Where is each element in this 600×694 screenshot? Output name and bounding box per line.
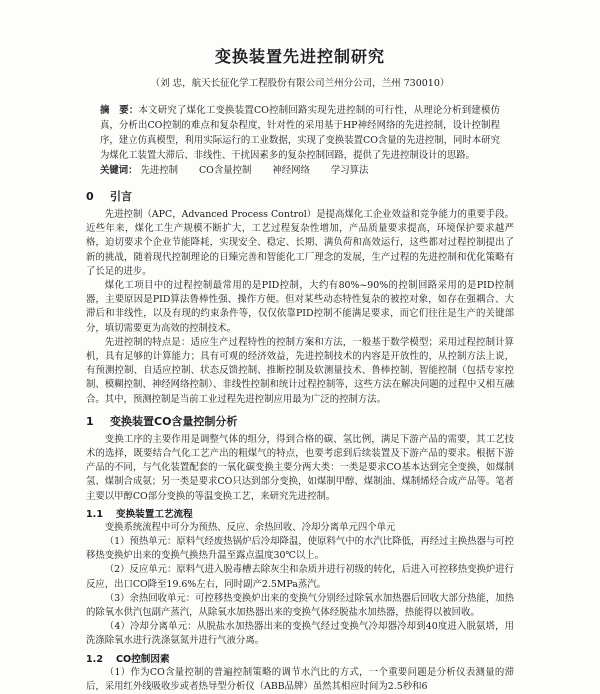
paragraph: （2）反应单元：原料气进入脱毒槽去除灰尘和杂质并进行初级的转化，后进入可控移热变换炉进行反应，出口CO降至19.6%左右，同时副产2.5MPa蒸汽。	[86, 564, 514, 590]
keywords-label: 关键词：	[100, 165, 138, 176]
paragraph: （1）作为CO含量控制的普遍控制策略的调节水汽比的方式，一个重要问题是分析仪表测量的滞后，采用红外线吸收步或者热导型分析仪（ABB品牌）虽然其相应时间为2.5秒和6	[86, 666, 514, 692]
paragraph: 煤化工项目中的过程控制最常用的是PID控制，大约有80%~90%的控制回路采用的是PID控制器，主要原因是PID算法鲁棒性强、操作方便。但对某些动态特性复杂的被控对象，如存在强耦合、大滞后和非线性，以及有现的约束条件等，仅仅依靠PID控制不能满足要求，而它们往往是生产的关键部分，填切需要更为高效的控制技术。	[86, 280, 514, 334]
paper-title: 变换装置先进控制研究	[214, 47, 385, 66]
subsection-heading-1-1: 1.1 变换装置工艺流程	[86, 508, 193, 520]
section-heading-1: 1 变换装置CO含量控制分析	[86, 414, 238, 428]
abstract	[86, 103, 514, 163]
section-heading-intro: 0 引言	[86, 190, 132, 203]
subsection-heading-1-2: 1.2 CO控制因素	[86, 653, 170, 665]
paragraph: 变换系统流程中可分为预热、反应、余热回收、冷却分离单元四个单元	[104, 521, 396, 533]
paragraph: （1）预热单元：原料气经废热锅炉后冷却降温，使原料气中的水汽比降低，再经过主换热器与可控移热变换炉出来的变换气换热升温至露点温度30℃以上。	[86, 536, 514, 562]
paragraph: 先进控制的特点是：适应生产过程特性的控制方案和方法，一般基于数学模型；采用过程控制计算机，具有足够的计算能力；具有可观的经济效益，先进控制技术的内容是开放性的，从控制方法上说，有预测控制、自适应控制、状态反馈控制、推断控制及软测量技术、鲁棒控制、智能控制（包括专家控制、模糊控制、神经网络控制）、非线性控制和统计过程控制等，这些方法在解决问题的过程中又相互融合。其中，预测控制是当前工业过程先进控制应用最为广泛的控制方法。	[86, 336, 514, 405]
keyword: 神经网络	[272, 165, 310, 176]
keyword: 先进控制	[140, 165, 179, 176]
paragraph: 变换工序的主要作用是调整气体的组分，得到合格的碳、氢比例，满足下游产品的需要，其工艺技术的选择，既要结合气化工艺产出的粗煤气的特点，也要考虑到后续装置及下游产品的要求。根据下游产品的不同，与气化装置配套的一氧化碳变换主要分两大类：一类是要求CO基本达到完全变换，如煤制氢、煤制合成氨；另一类是要求CO只达到部分变换，如煤制甲醇、煤制油、煤制烯烃合成产品等。笔者主要以甲醇CO部分变换的等温变换工艺，来研究先进控制。	[86, 433, 514, 502]
author-line: （刘 忠，航天长征化学工程股份有限公司兰州分公司，兰州 730010）	[150, 78, 450, 89]
paragraph: （3）余热回收单元：可控移热变换炉出来的变换气分别经过除氧水加热器后回收大部分热能，加热的除氧水供汽包副产蒸汽，从除氧水加热器出来的变换气体经脱盐水加热器，热能得以被回收。	[86, 592, 514, 619]
abstract-label: 摘 要：	[100, 105, 139, 116]
abstract-text: 本文研究了煤化工变换装置CO控制回路实现先进控制的可行性，从理论分析到建模仿真，分析出CO控制的难点和复杂程度，针对性的采用基于HP神经网络的先进控制，设计控制程序，建立仿真模型，利用实际运行的工业数据，实现了变换装置CO含量的先进控制，同时本研究为煤化工装置大滞后、非线性、干扰因素多的复杂控制回路，提供了先进控制设计的思路。	[100, 105, 500, 161]
paragraph: （4）冷却分离单元：从脱盐水加热器出来的变换气经过变换气冷却器冷却到40度进入脱氨塔，用洗涤除氧水进行洗涤氨氮并进行气液分离。	[86, 621, 514, 647]
keyword: CO含量控制	[199, 165, 252, 176]
keyword: 学习算法	[330, 165, 369, 176]
keywords	[86, 163, 514, 178]
paragraph: 先进控制（APC，Advanced Process Control）是提高煤化工企业效益和竞争能力的重要手段。近些年来，煤化工生产规模不断扩大，工艺过程复杂性增加，产品质量要求提高，环境保护要求越严格，迫切要求个企业节能降耗，实现安全、稳定、长期、满负荷和高效运行，这些都对过程控制提出了新的挑战，随着现代控制理论的日臻完善和智能化工厂理念的发展，生产过程的先进控制和优化策略有了长足的进步。	[86, 209, 514, 277]
